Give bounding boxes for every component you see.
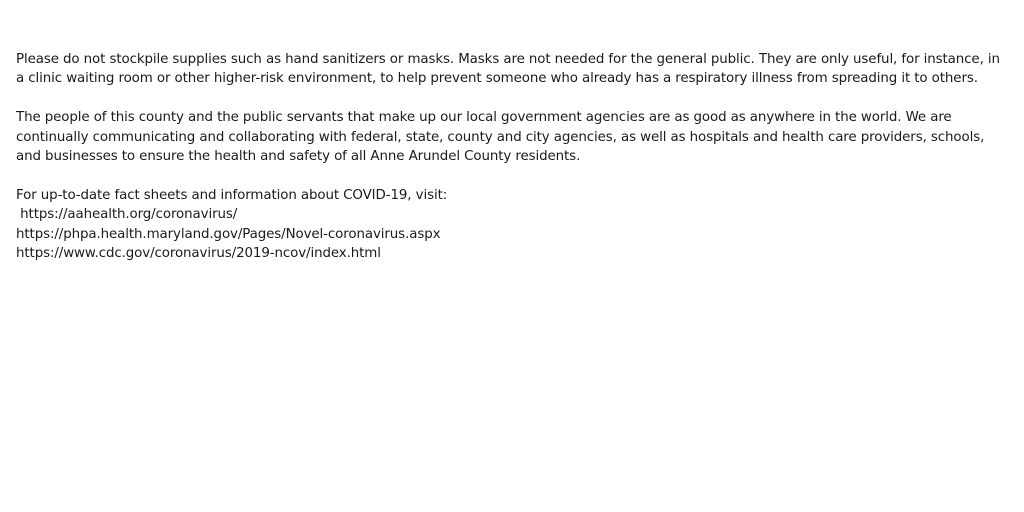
- paragraph-spacer: [16, 166, 1012, 185]
- link-maryland-health[interactable]: https://phpa.health.maryland.gov/Pages/Novel-coronavirus.aspx: [16, 226, 441, 242]
- stockpile-paragraph: Please do not stockpile supplies such as hand sanitizers or masks. Masks are not needed for the general public. They are only useful, for instance, in a clinic waiting room or other higher-risk environment, to help prevent someone who already has a respiratory illness from spreading it to others.: [16, 52, 1000, 87]
- document-body: [16, 50, 1012, 263]
- community-paragraph: The people of this county and the public servants that make up our local government agencies are as good as anywhere in the world. We are continually communicating and collaborating with federal, state, county and city agencies, as well as hospitals and health care providers, schools, and businesses to ensure the health and safety of all Anne Arundel County residents.: [16, 110, 985, 165]
- resources-intro: For up-to-date fact sheets and information about COVID-19, visit:: [16, 187, 448, 203]
- paragraph-spacer: [16, 89, 1012, 108]
- link-cdc[interactable]: https://www.cdc.gov/coronavirus/2019-ncov/index.html: [16, 246, 381, 262]
- link-aahealth[interactable]: https://aahealth.org/coronavirus/: [16, 207, 238, 223]
